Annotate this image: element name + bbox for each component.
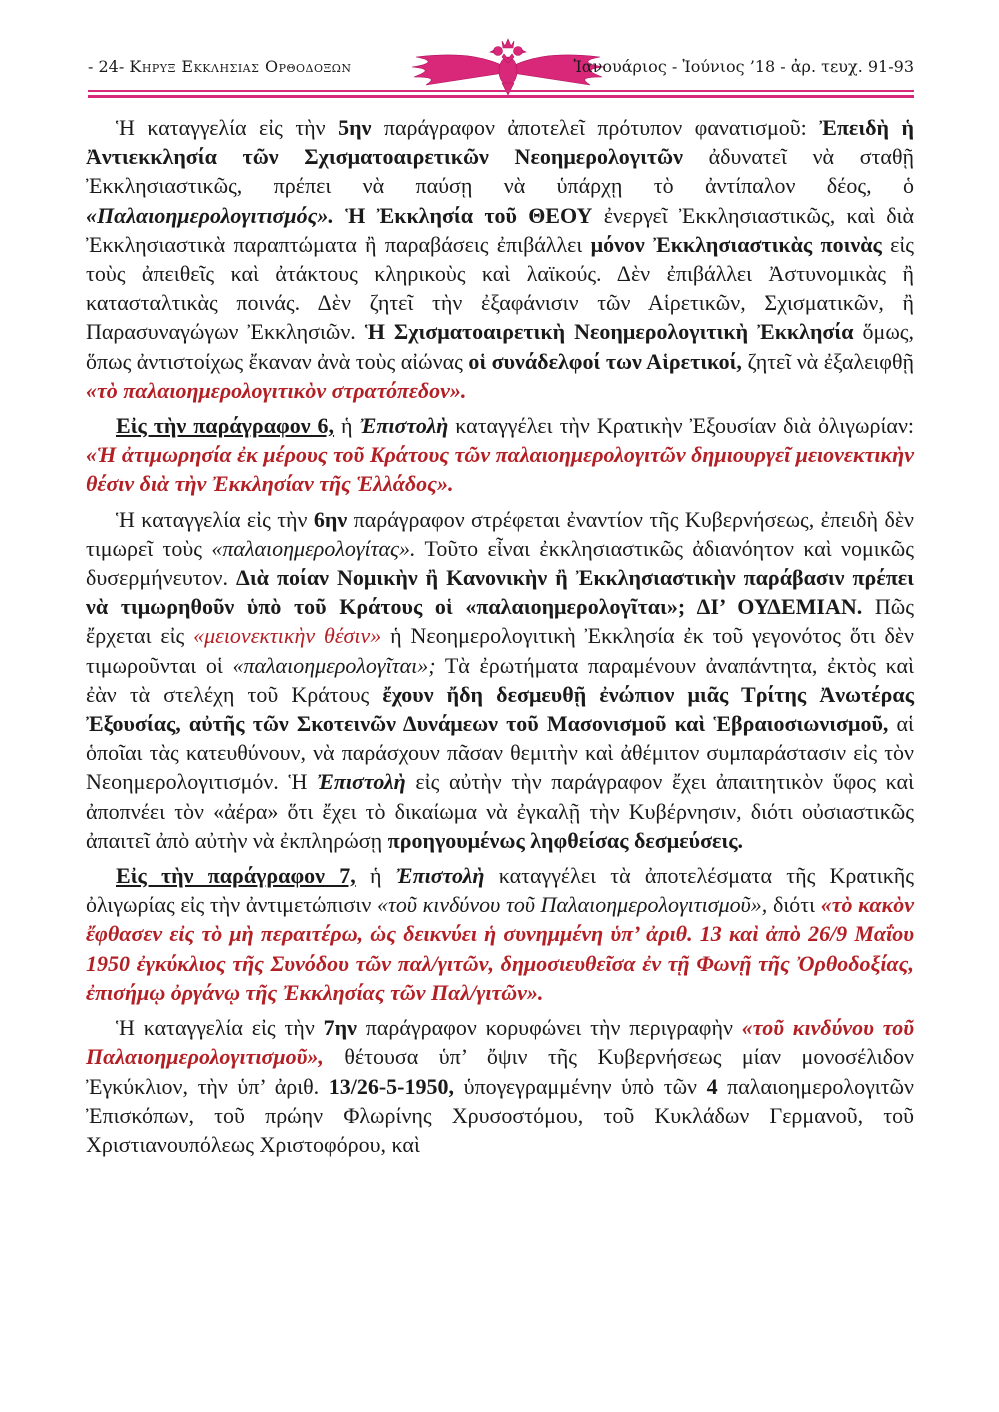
journal-title: Κηρυξ Εκκλησιας Ορθοδοξων xyxy=(129,57,352,76)
section-heading-6: Εἰς τὴν παράγραφον 6, xyxy=(116,413,335,439)
quote-red: «τὸ κακὸν ἔφθασεν εἰς τὸ μὴ περαιτέρω, ὡς δεικνύει ἡ συνημμένη ὑπ’ ἀριθ. 13 καὶ ἀπὸ 26/9 Μαΐου 1950 ἐγκύκλιος τῆς Συνόδου τῶν παλ/γιτῶν, δημοσιευθεῖσα ἐν τῇ Φωνῇ τῆς Ὀρθοδοξίας, ἐπισήμῳ ὀργάνῳ τῆς Ἐκκλησίας τῶν Παλ/γιτῶν». xyxy=(86,892,914,1005)
issue-info: Ἰανουάριος - Ἰούνιος ’18 - ἀρ. τευχ. 91-93 xyxy=(573,57,914,76)
header-rule-bottom xyxy=(88,95,914,98)
paragraph-2: Εἰς τὴν παράγραφον 6, ἡ Ἐπιστολὴ καταγγέλει τὴν Κρατικὴν Ἐξουσίαν διὰ ὀλιγωρίαν: «Ἡ ἀτιμωρησία ἐκ μέρους τοῦ Κράτους τῶν παλαιοημερολογιτῶν δημιουργεῖ μειονεκτικὴν θέσιν διὰ τὴν Ἐκκλησίαν τῆς Ἑλλάδος». xyxy=(86,413,914,497)
page-number: - 24- xyxy=(88,57,125,76)
paragraph-3: Ἡ καταγγελία εἰς τὴν 6ην παράγραφον στρέφεται ἐναντίον τῆς Κυβερνήσεως, ἐπειδὴ δὲν τιμωρεῖ τοὺς «παλαιοημερολογίτας». Τοῦτο εἶναι ἐκκλησιαστικῶς ἀδιανόητον καὶ νομικῶς δυσερμήνευτον. Διὰ ποίαν Νομικὴν ἢ Κανονικὴν ἢ Ἐκκλησιαστικὴν παράβασιν πρέπει νὰ τιμωρηθοῦν ὑπὸ τοῦ Κράτους οἱ «παλαιοημερολογῖται»; ΔΙ’ ΟΥΔΕΜΙΑΝ. Πῶς ἔρχεται εἰς «μειονεκτικὴν θέσιν» ἡ Νεοημερολογιτικὴ Ἐκκλησία ἐκ τοῦ γεγονότος ὅτι δὲν τιμωροῦνται οἱ «παλαιοημερολογῖται»; Τὰ ἐρωτήματα παραμένουν ἀναπάντητα, ἐκτὸς καὶ ἐὰν τὰ στελέχη τοῦ Κράτους ἔχουν ἤδη δεσμευθῇ ἐνώπιον μιᾶς Τρίτης Ἀνωτέρας Ἐξουσίας, αὐτῆς τῶν Σκοτεινῶν Δυνάμεων τοῦ Μασονισμοῦ καὶ Ἑβραιοσιωνισμοῦ, αἱ ὁποῖαι τὰς κατευθύνουν, νὰ παράσχουν πᾶσαν θεμιτὴν καὶ ἀθέμιτον συμπαράστασιν εἰς τὸν Νεοημερολογιτισμόν. Ἡ Ἐπιστολὴ εἰς αὐτὴν τὴν παράγραφον ἔχει ἀπαιτητικὸν ὕφος καὶ ἀποπνέει τὸν «ἀέρα» ὅτι ἔχει τὸ δικαίωμα νὰ ἐγκαλῇ τὴν Κυβέρνησιν, διότι οὐσιαστικῶς ἀπαιτεῖ ἀπὸ αὐτὴν νὰ ἐκπληρώσῃ προηγουμένως ληφθείσας δεσμεύσεις. xyxy=(86,506,915,853)
article-body xyxy=(86,113,914,1165)
page-header xyxy=(88,45,914,91)
paragraph-4: Εἰς τὴν παράγραφον 7, ἡ Ἐπιστολὴ καταγγέλει τὰ ἀποτελέσματα τῆς Κρατικῆς ὀλιγωρίας εἰς τὴν ἀντιμετώπισιν «τοῦ κινδύνου τοῦ Παλαιοημερολογιτισμοῦ», διότι «τὸ κακὸν ἔφθασεν εἰς τὸ μὴ περαιτέρω, ὡς δεικνύει ἡ συνημμένη ὑπ’ ἀριθ. 13 καὶ ἀπὸ 26/9 Μαΐου 1950 ἐγκύκλιος τῆς Συνόδου τῶν παλ/γιτῶν, δημοσιευθεῖσα ἐν τῇ Φωνῇ τῆς Ὀρθοδοξίας, ἐπισήμῳ ὀργάνῳ τῆς Ἐκκλησίας τῶν Παλ/γιτῶν». xyxy=(86,863,914,1005)
quote-red: «τὸ παλαιοημερολογιτικὸν στρατόπεδον». xyxy=(86,377,467,403)
paragraph-1: Ἡ καταγγελία εἰς τὴν 5ην παράγραφον ἀποτελεῖ πρότυπον φανατισμοῦ: Ἐπειδὴ ἡ Ἀντιεκκλησία τῶν Σχισματοαιρετικῶν Νεοημερολογιτῶν ἀδυνατεῖ νὰ σταθῇ Ἐκκλησιαστικῶς, πρέπει νὰ παύσῃ νὰ ὑπάρχῃ τὸ ἀντίπαλον δέος, ὁ «Παλαιοημερολογιτισμός». Ἡ Ἐκκλησία τοῦ ΘΕΟΥ ἐνεργεῖ Ἐκκλησιαστικῶς, καὶ διὰ Ἐκκλησιαστικὰ παραπτώματα ἢ παραβάσεις ἐπιβάλλει μόνον Ἐκκλησιαστικὰς ποινὰς εἰς τοὺς ἀπειθεῖς καὶ ἀτάκτους κληρικοὺς καὶ λαϊκούς. Δὲν ἐπιβάλλει Ἀστυνομικὰς ἢ κατασταλτικὰς ποινάς. Δὲν ζητεῖ τὴν ἐξαφάνισιν τῶν Αἱρετικῶν, Σχισματικῶν, ἢ Παρασυναγώγων Ἐκκλησιῶν. Ἡ Σχισματοαιρετικὴ Νεοημερολογιτικὴ Ἐκκλησία ὅμως, ὅπως ἀντιστοίχως ἔκαναν ἀνὰ τοὺς αἰώνας οἱ συνάδελφοί των Αἱρετικοί, ζητεῖ νὰ ἐξαλειφθῇ «τὸ παλαιοημερολογιτικὸν στρατόπεδον». xyxy=(86,115,915,403)
section-heading-7: Εἰς τὴν παράγραφον 7, xyxy=(116,863,356,889)
quote-red: «τοῦ κινδύνου τοῦ Παλαιοημερολογιτισμοῦ», xyxy=(86,1015,914,1070)
header-left xyxy=(88,57,351,76)
quote-red: «Ἡ ἀτιμωρησία ἐκ μέρους τοῦ Κράτους τῶν παλαιοημερολογιτῶν δημιουργεῖ μειονεκτικὴν θέσιν διὰ τὴν Ἐκκλησίαν τῆς Ἑλλάδος». xyxy=(86,442,914,497)
paragraph-5: Ἡ καταγγελία εἰς τὴν 7ην παράγραφον κορυφώνει τὴν περιγραφὴν «τοῦ κινδύνου τοῦ Παλαιοημερολογιτισμοῦ», θέτουσα ὑπ’ ὄψιν τῆς Κυβερνήσεως μίαν μονοσέλιδον Ἐγκύκλιον, τὴν ὑπ’ ἀριθ. 13/26-5-1950, ὑπογεγραμμένην ὑπὸ τῶν 4 παλαιοημερολογιτῶν Ἐπισκόπων, τοῦ πρώην Φλωρίνης Χρυσοστόμου, τοῦ Κυκλάδων Γερμανοῦ, τοῦ Χριστιανουπόλεως Χριστοφόρου, καὶ xyxy=(86,1015,914,1157)
quote-red: «μειονεκτικὴν θέσιν» xyxy=(193,623,382,649)
header-rule-top xyxy=(88,90,914,92)
